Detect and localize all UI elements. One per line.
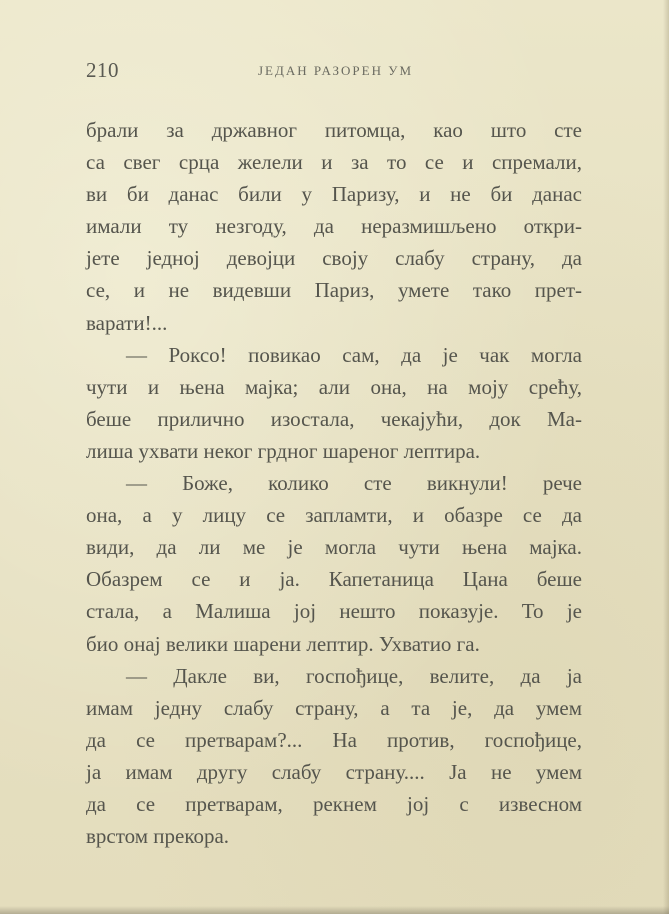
text-line: чути и њена мајка; али она, на моју срећу, [86,374,582,399]
text-line: лиша ухвати неког грдног шареног лептира. [86,438,481,463]
text-line: јете једној девојци своју слабу страну, да [86,246,582,271]
running-head: ЈЕДАН РАЗОРЕН УМ [258,63,413,78]
text-line: био онај велики шарени лептир. Ухватио га. [86,631,480,656]
text-line: са свег срца желели и за то се и спремали, [86,150,582,175]
text-line: ви би данас били у Паризу, и не би данас [86,182,582,207]
text-line: се, и не видевши Париз, умете тако прет- [86,278,582,303]
text-line: да се претварам, рекнем јој с извесном [86,791,582,816]
text-line: имам једну слабу страну, а та је, да умем [86,695,582,720]
text-line: — Боже, колико сте викнули! рече [126,471,582,496]
text-line: варати!... [86,310,168,335]
body-text [86,114,582,852]
text-line: имали ту незгоду, да неразмишљено откри- [86,214,582,239]
text-line: да се претварам?... На против, госпођице, [86,727,582,752]
page-edge-shadow [663,0,669,914]
page-number: 210 [86,58,119,82]
text-line: Обазрем се и ја. Капетаница Цана беше [86,567,582,592]
text-line: види, да ли ме је могла чути њена мајка. [86,535,582,560]
text-line: стала, а Малиша јој нешто показује. То је [86,599,582,624]
text-line: брали за државног питомца, као што сте [86,118,582,142]
text-line: она, а у лицу се запламти, и обазре се да [86,503,582,528]
text-line: ја имам другу слабу страну.... Ја не умем [86,759,582,784]
page-bottom-shadow [0,906,669,914]
text-line: беше прилично изостала, чекајући, док Ма- [86,406,582,431]
text-line: — Дакле ви, госпођице, велите, да ја [126,663,582,688]
text-line: — Роксо! повикао сам, да је чак могла [126,342,582,367]
page-header [86,58,586,84]
text-line: врстом прекора. [86,824,230,849]
